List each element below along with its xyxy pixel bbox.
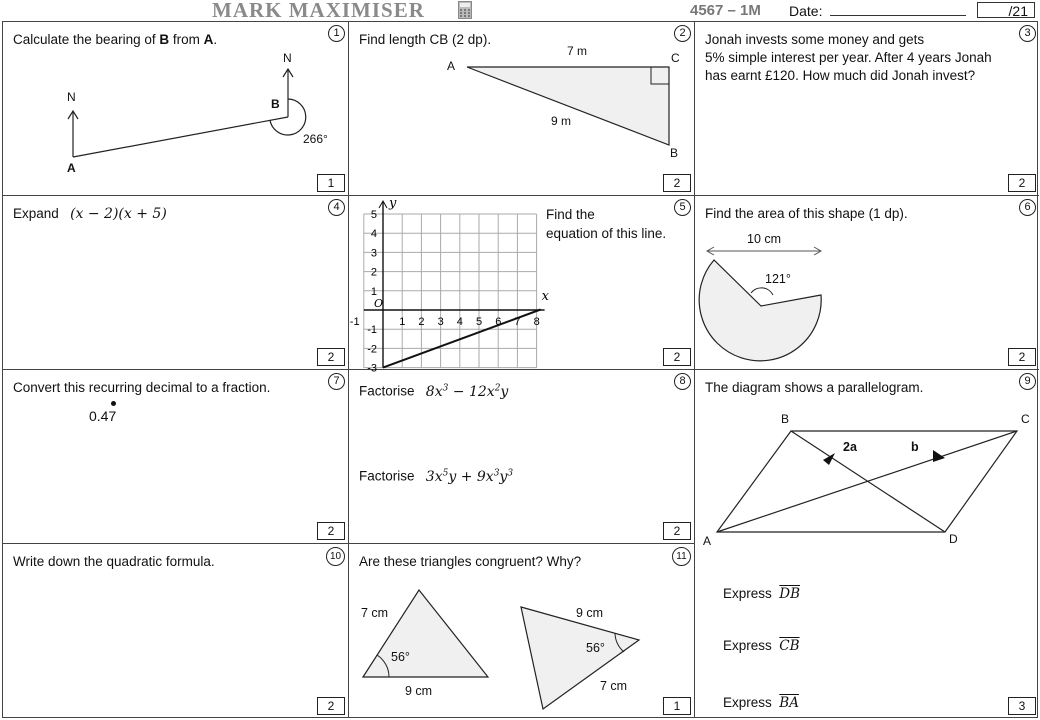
angle-label: 121° bbox=[765, 272, 791, 286]
question-2-text: Find length CB (2 dp). bbox=[359, 32, 492, 47]
logo-title: MARK MAXIMISER bbox=[212, 0, 425, 22]
question-3-cell bbox=[695, 22, 1039, 196]
vertex-d-label: D bbox=[949, 532, 958, 546]
side-ab-label: 9 m bbox=[551, 114, 572, 128]
sector-diagram bbox=[695, 196, 1039, 370]
worksheet-header bbox=[0, 0, 1040, 21]
t1-side-7cm: 7 cm bbox=[361, 606, 389, 620]
marks-box[interactable]: 2 bbox=[317, 522, 345, 540]
date-field[interactable] bbox=[830, 15, 966, 16]
x-axis-label: x bbox=[541, 289, 549, 304]
angle-label: 266° bbox=[303, 132, 328, 146]
question-10-cell bbox=[3, 544, 349, 718]
question-number: 5 bbox=[674, 199, 691, 216]
question-number: 1 bbox=[328, 25, 345, 42]
question-11-cell bbox=[349, 544, 695, 718]
question-number: 8 bbox=[674, 373, 691, 390]
question-number: 11 bbox=[672, 547, 691, 566]
total-score-box[interactable]: /21 bbox=[977, 2, 1035, 18]
question-5-text: Find the equation of this line. bbox=[546, 207, 667, 241]
origin-label: O bbox=[374, 297, 384, 310]
question-7-text: Convert this recurring decimal to a fraction. bbox=[13, 380, 271, 395]
point-b-label: B bbox=[271, 97, 280, 111]
marks-box[interactable]: 2 bbox=[663, 522, 691, 540]
question-grid bbox=[2, 21, 1038, 718]
x-tick-label: 1 bbox=[399, 316, 406, 328]
t2-side-7cm: 7 cm bbox=[600, 679, 628, 693]
question-number: 6 bbox=[1019, 199, 1036, 216]
question-number: 4 bbox=[328, 199, 345, 216]
marks-box[interactable]: 2 bbox=[1008, 348, 1036, 366]
x-tick-label: -1 bbox=[349, 316, 360, 328]
y-tick-label: -3 bbox=[367, 362, 377, 375]
question-7-cell bbox=[3, 370, 349, 544]
y-tick-label: 5 bbox=[370, 209, 377, 221]
right-triangle-diagram bbox=[349, 22, 695, 196]
congruent-triangles-diagram bbox=[349, 544, 695, 718]
question-9-text: The diagram shows a parallelogram. bbox=[705, 380, 924, 395]
vector-b-label: b bbox=[911, 440, 919, 454]
question-6-cell bbox=[695, 196, 1039, 370]
marks-box[interactable]: 2 bbox=[1008, 174, 1036, 192]
t2-side-9cm: 9 cm bbox=[576, 606, 604, 620]
x-tick-label: 5 bbox=[476, 316, 483, 328]
question-1-text: Calculate the bearing of B from A. bbox=[13, 32, 218, 47]
marks-box[interactable]: 2 bbox=[317, 697, 345, 715]
vertex-b-label: B bbox=[670, 146, 679, 160]
bearing-diagram bbox=[3, 22, 349, 196]
question-8-cell bbox=[349, 370, 695, 544]
marks-box[interactable]: 1 bbox=[317, 174, 345, 192]
y-axis-label: y bbox=[389, 196, 397, 211]
express-ba: Express $\overline{BA}$ bbox=[723, 695, 799, 711]
side-ac-label: 7 m bbox=[567, 44, 588, 58]
expression: (x − 2)(x + 5) bbox=[70, 206, 167, 222]
worksheet-code: 4567 – 1M bbox=[690, 2, 761, 19]
north-label-a: N bbox=[67, 90, 76, 104]
t1-side-9cm: 9 cm bbox=[405, 684, 433, 698]
question-5-cell bbox=[349, 196, 695, 375]
question-number: 3 bbox=[1019, 25, 1036, 42]
y-tick-label: -2 bbox=[367, 343, 377, 356]
question-11-text: Are these triangles congruent? Why? bbox=[359, 554, 582, 569]
parallelogram-diagram bbox=[695, 370, 1039, 570]
t1-angle: 56° bbox=[391, 650, 410, 664]
t2-angle: 56° bbox=[586, 641, 605, 655]
vertex-c-label: C bbox=[1021, 412, 1030, 426]
y-tick-label: 3 bbox=[370, 247, 377, 260]
x-tick-label: 8 bbox=[533, 316, 540, 328]
north-label-b: N bbox=[283, 51, 292, 65]
x-tick-label: 7 bbox=[514, 316, 521, 328]
recurring-dot bbox=[111, 401, 116, 406]
recurring-decimal: 0.47 bbox=[89, 408, 117, 424]
marks-box[interactable]: 2 bbox=[663, 348, 691, 366]
vertex-c-label: C bbox=[671, 51, 680, 65]
question-6-text: Find the area of this shape (1 dp). bbox=[705, 206, 908, 221]
x-tick-label: 6 bbox=[495, 316, 502, 328]
vertex-b-label: B bbox=[781, 412, 790, 426]
question-8-part-2: Factorise $3x^5y + 9x^3y^3$ bbox=[359, 468, 514, 485]
question-2-cell bbox=[349, 22, 695, 196]
question-4-cell bbox=[3, 196, 349, 370]
marks-box[interactable]: 2 bbox=[663, 174, 691, 192]
point-a-label: A bbox=[67, 161, 76, 175]
question-number: 2 bbox=[674, 25, 691, 42]
question-number: 9 bbox=[1019, 373, 1036, 390]
question-1-cell bbox=[3, 22, 349, 196]
calculator-icon bbox=[458, 1, 472, 19]
vertex-a-label: A bbox=[703, 534, 712, 548]
y-tick-label: 1 bbox=[370, 285, 377, 298]
question-9-cell bbox=[695, 370, 1039, 718]
express-db: Express $\overline{DB}$ bbox=[723, 586, 801, 602]
y-tick-label: 2 bbox=[370, 266, 377, 279]
y-tick-label: 4 bbox=[370, 228, 377, 241]
question-8-part-1: Factorise $8x^3 - 12x^2y$ bbox=[359, 383, 509, 400]
vector-2a-label: 2a bbox=[843, 440, 857, 454]
express-cb: Express $\overline{CB}$ bbox=[723, 638, 800, 654]
marks-box[interactable]: 1 bbox=[663, 697, 691, 715]
diameter-label: 10 cm bbox=[747, 232, 782, 246]
x-tick-label: 3 bbox=[437, 316, 444, 328]
x-tick-label: 2 bbox=[418, 316, 425, 328]
question-3-text: Jonah invests some money and gets 5% simple interest per year. After 4 years Jonah has earnt £120. How much did Jonah invest? bbox=[705, 32, 992, 83]
coordinate-grid bbox=[349, 196, 695, 375]
question-10-text: Write down the quadratic formula. bbox=[13, 554, 215, 569]
date-label: Date: bbox=[789, 3, 823, 19]
question-number: 7 bbox=[328, 373, 345, 390]
marks-box[interactable]: 3 bbox=[1008, 697, 1036, 715]
question-number: 10 bbox=[326, 547, 345, 566]
question-4-text: Expand (x − 2)(x + 5) bbox=[13, 206, 167, 222]
x-tick-label: 4 bbox=[456, 316, 463, 328]
y-tick-label: -1 bbox=[367, 324, 377, 337]
marks-box[interactable]: 2 bbox=[317, 348, 345, 366]
vertex-a-label: A bbox=[447, 59, 456, 73]
